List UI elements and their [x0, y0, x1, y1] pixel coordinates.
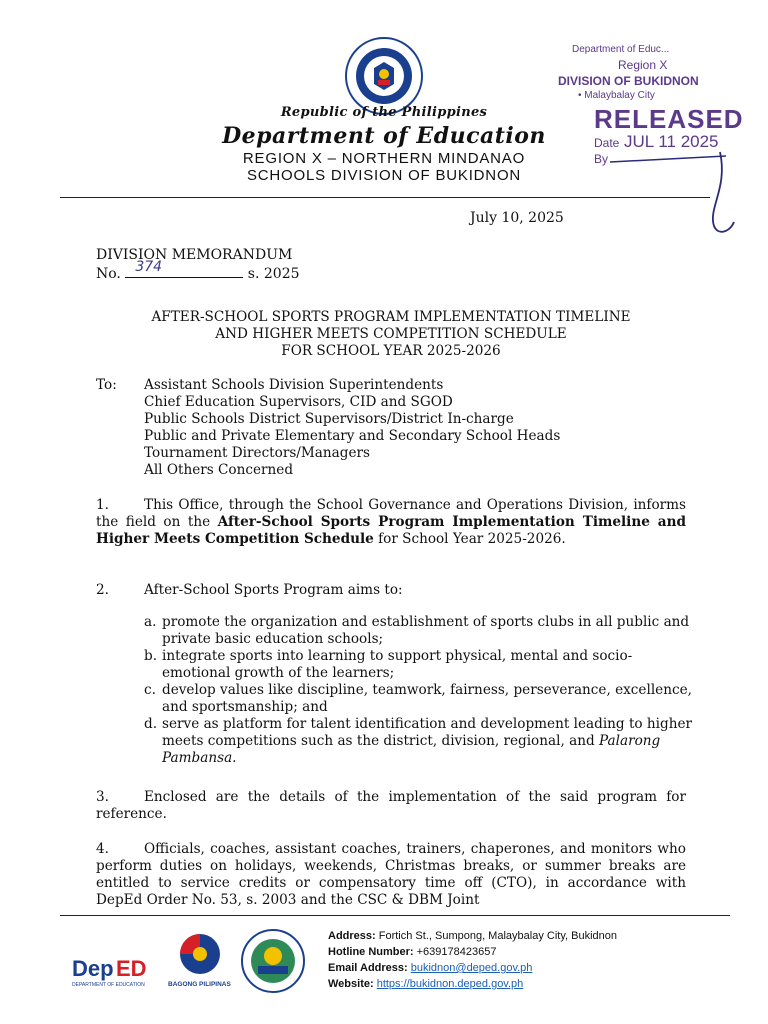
memo-number-value: 374	[135, 259, 163, 275]
recipient-item: Public Schools District Supervisors/District In-charge	[144, 411, 514, 427]
stamp-line-4: • Malaybalay City	[578, 90, 655, 101]
released-stamp	[558, 44, 744, 234]
list-item-text: integrate sports into learning to support physical, mental and socio-emotional growth of the learners;	[162, 648, 633, 681]
list-item	[144, 614, 694, 648]
paragraph-1	[96, 497, 686, 548]
list-item	[144, 682, 694, 716]
email-label: Email Address:	[328, 962, 408, 974]
stamp-date-value: JUL 11 2025	[624, 132, 719, 151]
recipient-list	[144, 377, 560, 479]
list-item-text: serve as platform for talent identification and development leading to higher meets competitions such as the district, division, regional, and	[162, 716, 693, 749]
memo-number-line	[96, 259, 300, 283]
paragraph-2	[96, 582, 686, 599]
paragraph-2-text: After-School Sports Program aims to:	[144, 582, 403, 598]
list-item	[144, 648, 694, 682]
footer-contact	[328, 928, 617, 992]
division-line: SCHOOLS DIVISION OF BUKIDNON	[246, 167, 522, 184]
recipient-item: All Others Concerned	[144, 462, 294, 478]
paragraph-3	[96, 789, 686, 823]
stamp-line-2: Region X	[618, 58, 668, 72]
stamp-by-label: By	[594, 152, 609, 166]
stamp-line-3: DIVISION OF BUKIDNON	[558, 74, 699, 88]
list-item-letter: b.	[144, 648, 158, 664]
paragraph-3-text: Enclosed are the details of the implementation of the said program for reference.	[96, 789, 686, 822]
paragraph-1-text-a: This Office, through the School Governance and Operations Division, informs the field on the	[96, 497, 686, 530]
memo-title-line-1: AFTER-SCHOOL SPORTS PROGRAM IMPLEMENTATION TIMELINE	[151, 309, 631, 325]
stamp-released: RELEASED	[594, 104, 744, 134]
memo-type: DIVISION MEMORANDUM	[96, 247, 293, 263]
list-item-letter: c.	[144, 682, 156, 698]
address-value: Fortich St., Sumpong, Malaybalay City, Bukidnon	[378, 930, 617, 942]
paragraph-1-bold: After-School Sports Program Implementation Timeline and Higher Meets Competition Schedule	[96, 514, 686, 547]
recipient-item: Assistant Schools Division Superintendents	[144, 377, 444, 393]
hotline-value: +639178423657	[416, 946, 497, 958]
memo-series: s. 2025	[247, 266, 300, 282]
aims-list	[144, 614, 694, 767]
svg-text:DEPARTMENT OF EDUCATION: DEPARTMENT OF EDUCATION	[72, 982, 145, 988]
list-item-letter: d.	[144, 716, 158, 732]
list-item-text: develop values like discipline, teamwork, fairness, perseverance, excellence, and sportsmanship; and	[162, 682, 692, 715]
division-seal-logo	[240, 928, 306, 994]
memo-number-field	[125, 259, 243, 278]
website-link[interactable]: https://bukidnon.deped.gov.ph	[376, 978, 524, 990]
to-label: To:	[96, 377, 117, 393]
memo-title-line-2: AND HIGHER MEETS COMPETITION SCHEDULE	[215, 326, 567, 342]
stamp-signature-mark	[608, 148, 738, 238]
footer-divider	[60, 915, 730, 916]
recipient-item: Tournament Directors/Managers	[144, 445, 370, 461]
region-line: REGION X – NORTHERN MINDANAO	[242, 150, 526, 167]
list-item-italic: Palarong Pambansa.	[162, 733, 661, 766]
list-item-letter: a.	[144, 614, 157, 630]
paragraph-number: 1.	[96, 497, 109, 513]
paragraph-1-text-b: for School Year 2025-2026.	[373, 531, 566, 547]
hotline-label: Hotline Number:	[328, 946, 414, 958]
list-item	[144, 716, 694, 767]
paragraph-4-text: Officials, coaches, assistant coaches, trainers, chaperones, and monitors who perform duties on holidays, weekends, Christmas breaks, or summer breaks are entitled to service credits or compensatory time off (CTO), in accordance with DepEd Order No. 53, s. 2003 and the CSC & DBM Joint	[96, 841, 686, 908]
memo-no-label: No.	[96, 266, 121, 282]
memo-date: July 10, 2025	[470, 210, 564, 226]
stamp-line-1: Department of Educ...	[572, 44, 670, 55]
header-divider	[60, 197, 710, 198]
bagong-pilipinas-logo	[166, 930, 234, 990]
stamp-date-label: Date	[594, 136, 620, 150]
deped-logo	[72, 950, 152, 990]
list-item-text: promote the organization and establishment of sports clubs in all public and private basic education schools;	[162, 614, 690, 647]
svg-text:ED: ED	[116, 956, 147, 981]
deped-seal-logo	[344, 36, 424, 116]
paragraph-4	[96, 841, 686, 909]
paragraph-number: 2.	[96, 582, 109, 598]
svg-text:BAGONG PILIPINAS: BAGONG PILIPINAS	[168, 981, 231, 988]
email-link[interactable]: bukidnon@deped.gov.ph	[410, 962, 533, 974]
paragraph-number: 3.	[96, 789, 109, 805]
memo-title-line-3: FOR SCHOOL YEAR 2025-2026	[281, 343, 501, 359]
recipient-item: Public and Private Elementary and Secondary School Heads	[144, 428, 561, 444]
svg-text:Dep: Dep	[72, 956, 114, 981]
republic-line: Republic of the Philippines	[280, 105, 488, 120]
paragraph-number: 4.	[96, 841, 109, 857]
recipient-item: Chief Education Supervisors, CID and SGOD	[144, 394, 453, 410]
department-name: Department of Education	[222, 123, 546, 149]
address-label: Address:	[328, 930, 376, 942]
website-label: Website:	[328, 978, 374, 990]
